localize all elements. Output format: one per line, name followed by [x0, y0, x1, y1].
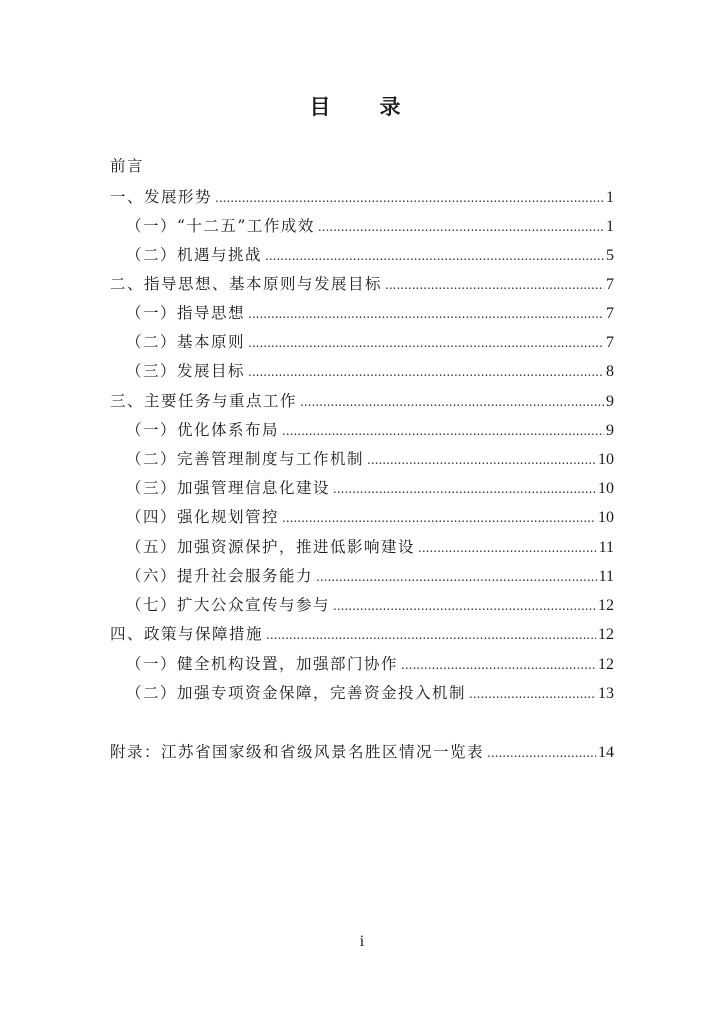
toc-entry[interactable] — [126, 357, 614, 385]
toc-page-number: 7 — [606, 334, 614, 351]
page-title: 目 录 — [309, 94, 415, 119]
toc-leader-dots — [215, 184, 604, 212]
toc-entry-label: （二）加强专项资金保障，完善资金投入机制 — [126, 684, 467, 702]
toc-leader-dots — [401, 651, 596, 679]
toc-page-number: 1 — [606, 189, 614, 206]
toc-entry[interactable] — [110, 270, 614, 298]
toc-entry[interactable] — [126, 299, 614, 327]
toc-leader-dots — [248, 300, 604, 328]
toc-page-number: 12 — [598, 656, 614, 673]
toc-entry-label: （一）优化体系布局 — [126, 421, 280, 439]
toc-page-number: 10 — [598, 509, 614, 526]
toc-entry-label: 二、指导思想、基本原则与发展目标 — [110, 275, 383, 293]
toc-leader-dots — [333, 592, 596, 620]
toc-leader-dots — [418, 534, 597, 562]
toc-page-number: 11 — [598, 568, 614, 585]
toc-leader-dots — [248, 358, 604, 386]
toc-page-number: 10 — [598, 480, 614, 497]
toc-entry[interactable] — [126, 445, 614, 473]
toc-page-number: 11 — [598, 539, 614, 556]
toc-entry[interactable] — [126, 328, 614, 356]
toc-entry-label: （一）指导思想 — [126, 304, 246, 322]
toc-page-number: 9 — [606, 393, 614, 410]
toc-page-number: 13 — [598, 685, 614, 702]
toc-leader-dots — [316, 563, 597, 591]
toc-entry-label: （三）加强管理信息化建设 — [126, 479, 331, 497]
toc-entry[interactable] — [110, 183, 614, 211]
toc-entry[interactable] — [126, 679, 614, 707]
toc-entry-label: 三、主要任务与重点工作 — [110, 392, 298, 410]
toc-page-number: 14 — [598, 744, 614, 761]
toc-leader-dots — [265, 242, 604, 270]
toc-entry[interactable] — [126, 241, 614, 269]
toc-page-number: 1 — [606, 218, 614, 235]
toc-entry[interactable] — [126, 533, 614, 561]
toc-entry-label: （五）加强资源保护，推进低影响建设 — [126, 538, 416, 556]
toc-leader-dots — [266, 621, 596, 649]
toc-entry-label: 前言 — [110, 157, 145, 175]
toc-page-number: 12 — [598, 597, 614, 614]
toc-page-number: 9 — [606, 422, 614, 439]
toc-entry[interactable] — [126, 503, 614, 531]
toc-leader-dots — [333, 475, 596, 503]
toc-entry[interactable] — [126, 416, 614, 444]
toc-entry-label: （一）“十二五”工作成效 — [126, 217, 315, 235]
page-number: i — [359, 933, 365, 950]
toc-entry[interactable] — [126, 212, 614, 240]
toc-page-number: 8 — [606, 363, 614, 380]
toc-leader-dots — [469, 680, 596, 708]
toc-page-number: 12 — [598, 626, 614, 643]
toc-entry-label: （二）基本原则 — [126, 333, 246, 351]
toc-entry-label: （二）机遇与挑战 — [126, 246, 263, 264]
toc-entry-label: 一、发展形势 — [110, 188, 213, 206]
toc-entry[interactable] — [126, 474, 614, 502]
toc-entry-label: 四、政策与保障措施 — [110, 625, 264, 643]
toc-page-number: 10 — [598, 451, 614, 468]
toc-entry[interactable] — [126, 591, 614, 619]
toc-entry-label: （三）发展目标 — [126, 362, 246, 380]
toc-entry-label: （二）完善管理制度与工作机制 — [126, 450, 365, 468]
toc-leader-dots — [282, 504, 596, 532]
toc-entry-label: （七）扩大公众宣传与参与 — [126, 596, 331, 614]
toc-page-number: 7 — [606, 305, 614, 322]
toc-page-number: 7 — [606, 276, 614, 293]
toc-entry-appendix[interactable] — [110, 738, 614, 766]
toc-leader-dots — [318, 213, 604, 241]
toc-leader-dots — [282, 417, 604, 445]
toc-leader-dots — [487, 739, 596, 767]
toc-page-number: 5 — [606, 247, 614, 264]
toc-leader-dots — [248, 329, 604, 357]
toc-entry[interactable] — [126, 562, 614, 590]
toc-leader-dots — [385, 271, 604, 299]
toc-entry-label: （一）健全机构设置，加强部门协作 — [126, 655, 399, 673]
toc-entry-preface[interactable] — [110, 152, 614, 180]
toc-leader-dots — [300, 388, 604, 416]
toc-entry-label: （四）强化规划管控 — [126, 508, 280, 526]
toc-entry[interactable] — [126, 650, 614, 678]
toc-entry[interactable] — [110, 387, 614, 415]
toc-entry-label: （六）提升社会服务能力 — [126, 567, 314, 585]
toc-leader-dots — [367, 446, 596, 474]
toc-entry-label: 附录：江苏省国家级和省级风景名胜区情况一览表 — [110, 743, 485, 761]
toc-entry[interactable] — [110, 620, 614, 648]
